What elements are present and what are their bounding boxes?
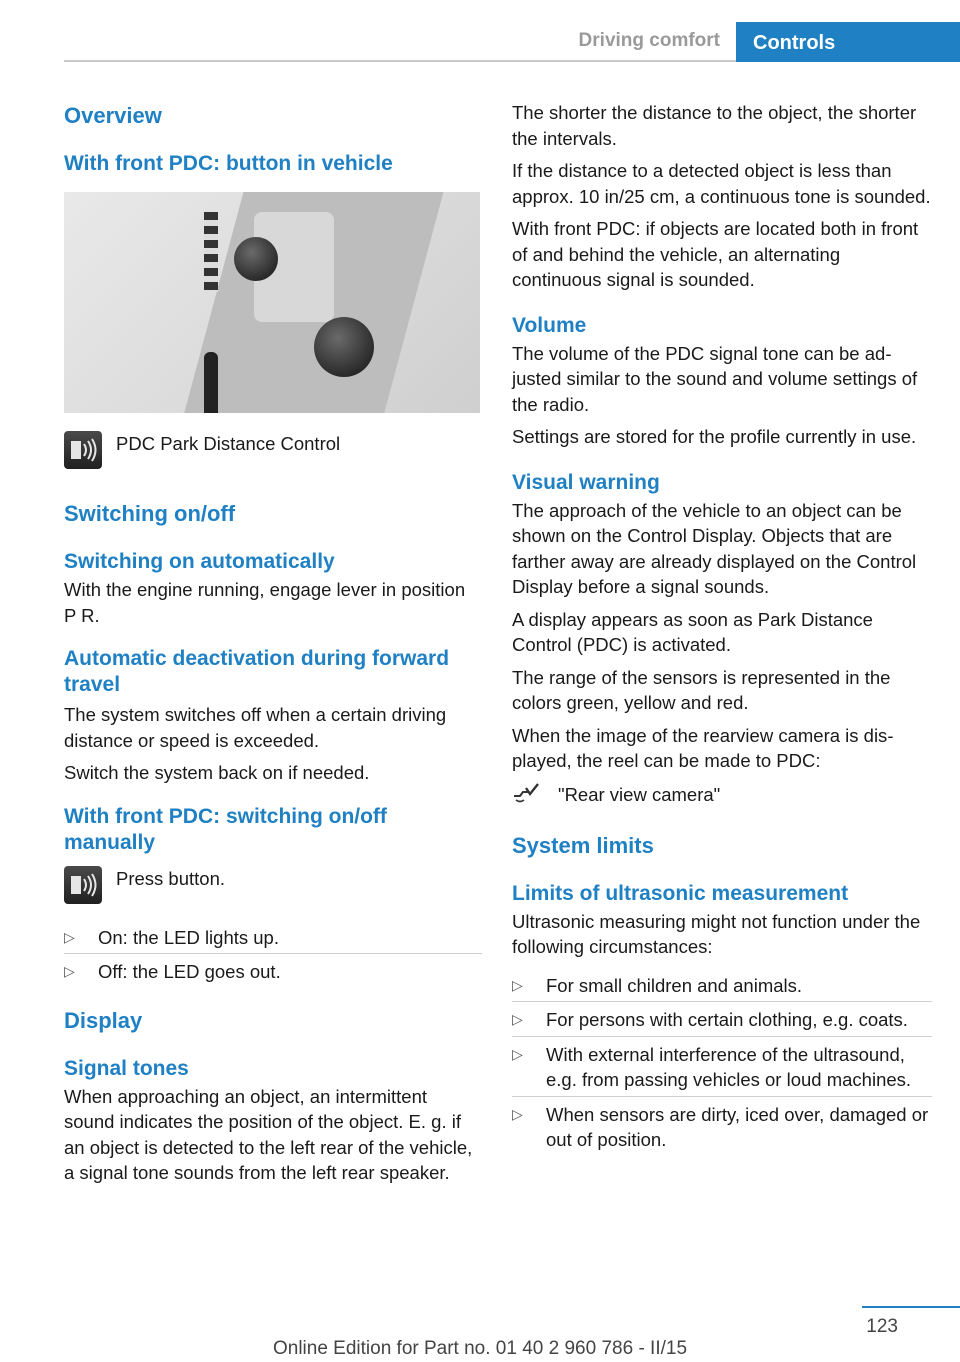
signal-tones-text: When approaching an object, an intermittent sound indicates the position of the object. E. g. if an object is detected to the left rear of the vehicle, a signal tone sounds from the left rear speaker.: [64, 1085, 473, 1183]
visual-warning-text: The approach of the vehicle to an object can be shown on the Control Display. Objects that are farther away are already displayed on the Control Display before a signal sounds.: [512, 499, 917, 597]
list-item: ▷ For persons with certain clothing, e.g. coats.: [512, 1001, 932, 1036]
pdc-caption: PDC Park Distance Control: [116, 433, 341, 454]
heading-display: Display: [64, 1007, 143, 1033]
pdc-button-icon: [64, 866, 102, 904]
alternating-signal-text: With front PDC: if objects are located both in front of and behind the vehicle, an alternating continuous signal is sounded.: [512, 218, 919, 290]
limits-list: [512, 968, 932, 1156]
range-text: The range of the sensors is represented in the colors green, yellow and red.: [512, 666, 891, 713]
list-item: ▷ Off: the LED goes out.: [64, 953, 482, 988]
rearview-text: When the image of the rearview camera is displayed, the reel can be made to PDC:: [512, 724, 894, 771]
right-column: [512, 100, 932, 1156]
heading-system-limits: System limits: [512, 832, 654, 858]
auto-deactivation-text: The system switches off when a certain driving distance or speed is exceeded.: [64, 704, 447, 751]
heading-switching-auto: Switching on automatically: [64, 550, 335, 573]
pdc-icon: [64, 431, 102, 469]
shorter-distance-text: The shorter the distance to the object, the shorter the intervals.: [512, 102, 917, 149]
continuous-tone-text: If the distance to a detected object is less than approx. 10 in/25 cm, a continuous tone is sounded.: [512, 160, 931, 207]
page-number: 123: [866, 1316, 898, 1337]
header-tab: Controls: [736, 22, 960, 62]
led-list: [64, 920, 482, 988]
heading-manual: With front PDC: switching on/off manually: [64, 804, 387, 854]
list-item: ▷ When sensors are dirty, iced over, damaged or out of position.: [512, 1096, 932, 1156]
switching-auto-text: With the engine running, engage lever in position P R.: [64, 579, 466, 626]
console-photo: [64, 192, 480, 413]
camera-pdc-icon: [512, 782, 550, 809]
footer-rule: [862, 1306, 960, 1308]
heading-volume: Volume: [512, 313, 587, 337]
heading-signal-tones: Signal tones: [64, 1056, 189, 1080]
left-column: [64, 100, 482, 1186]
list-item: ▷ For small children and animals.: [512, 974, 803, 996]
rear-view-camera-label: "Rear view camera": [558, 783, 721, 805]
display-appears-text: A display appears as soon as Park Distance Control (PDC) is activated.: [512, 608, 873, 655]
list-item: ▷ With external interference of the ultrasound, e.g. from passing vehicles or loud machines.: [512, 1036, 932, 1096]
header-section: Driving comfort: [578, 30, 720, 51]
edition-footer: Online Edition for Part no. 01 40 2 960 786 - II/15: [272, 1338, 688, 1359]
heading-overview: Overview: [64, 103, 162, 128]
press-button-text: Press button.: [116, 867, 226, 889]
heading-front-pdc: With front PDC: button in vehicle: [64, 152, 393, 175]
volume-text: The volume of the PDC signal tone can be adjusted similar to the sound and volume settings of the radio.: [512, 342, 918, 415]
heading-visual-warning: Visual warning: [512, 470, 660, 494]
switch-back-text: Switch the system back on if needed.: [64, 762, 370, 783]
limits-text: Ultrasonic measuring might not function under the following circumstances:: [512, 910, 921, 957]
settings-text: Settings are stored for the profile currently in use.: [512, 426, 917, 447]
heading-auto-deactivation: Automatic deactivation during forward travel: [64, 647, 450, 696]
heading-switching: Switching on/off: [64, 501, 236, 526]
list-item: ▷ On: the LED lights up.: [64, 926, 279, 948]
heading-ultrasonic-limits: Limits of ultrasonic measurement: [512, 881, 849, 905]
